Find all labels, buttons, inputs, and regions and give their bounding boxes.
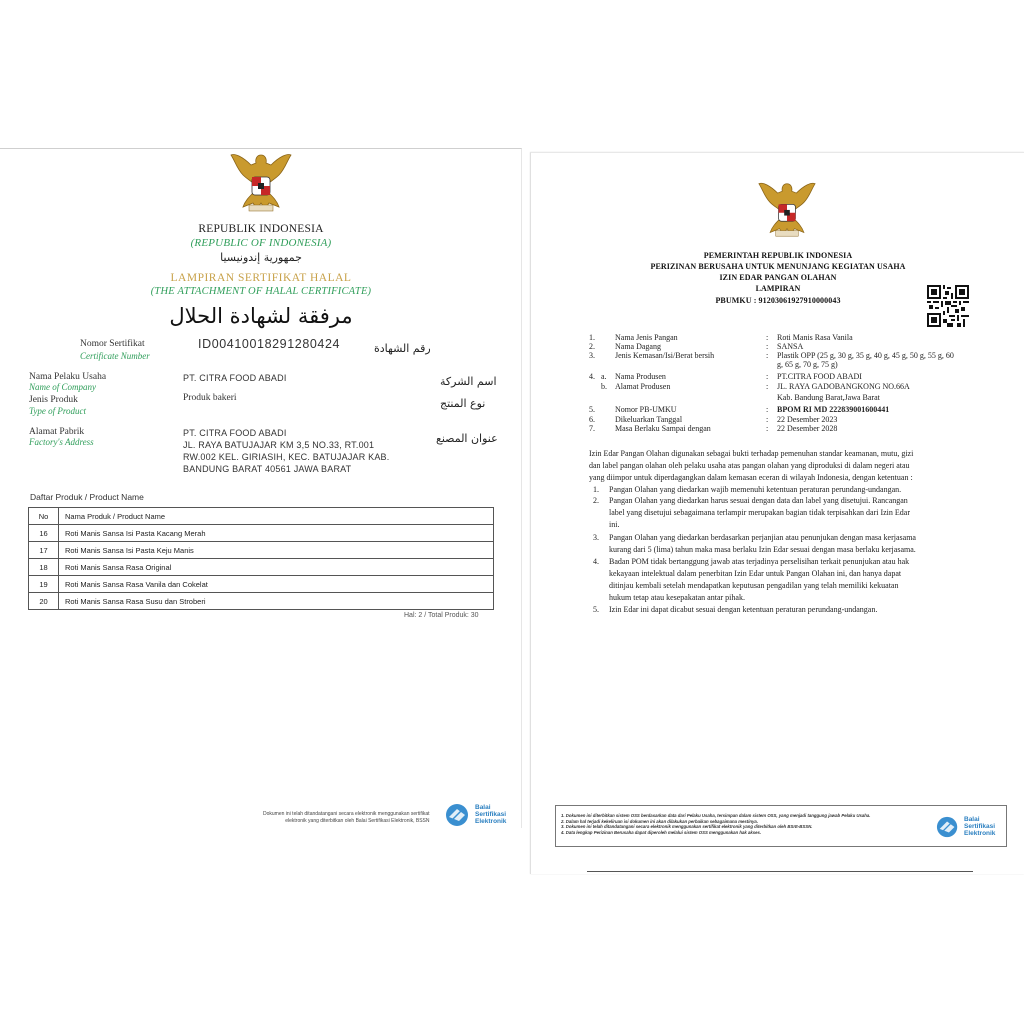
term-line: kurang dari 5 (lima) tahun maka masa berlaku Izin Edar sesuai dengan masa berlaku kerjasama. (609, 545, 916, 554)
table-header-row (29, 508, 494, 525)
row-value: JL. RAYA GADOBANGKONG NO.66A (777, 382, 910, 391)
izin-heading-line: IZIN EDAR PANGAN OLAHAN (719, 273, 837, 282)
row-value: BPOM RI MD 222839001600441 (777, 405, 890, 414)
signature-note (263, 811, 430, 825)
row-label: Jenis Kemasan/Isi/Berat bersih (615, 351, 715, 360)
lampiran-title: LAMPIRAN SERTIFIKAT HALAL (170, 272, 352, 284)
footnote-line: 1. Dokumen ini diterbitkan sistem OSS berdasarkan data dari Pelaku Usaha, tersimpan dalam sistem OSS, yang menjadi tanggung jawab Pelaku Usaha. (561, 813, 871, 818)
row-label: Nomor PB-UMKU (615, 405, 677, 414)
term-line: Izin Edar ini dapat dicabut sesuai dengan ketentuan peraturan perundang-undangan. (609, 605, 878, 614)
company-label-en: Name of Company (29, 382, 96, 392)
cert-number-label-en: Certificate Number (80, 351, 150, 361)
bsre-logo-text (475, 804, 506, 825)
bottom-divider (587, 871, 973, 872)
product-name: Roti Manis Sansa Rasa Original (59, 559, 494, 576)
footnote-line: 4. Data lengkap Perizinan Berusaha dapat diperoleh melalui sistem OSS menggunakan hak akses. (561, 829, 762, 835)
product-name: Roti Manis Sansa Isi Pasta Keju Manis (59, 542, 494, 559)
row-label: Nama Produsen (615, 372, 666, 381)
garuda-emblem-icon (757, 177, 817, 241)
row-value: PT.CITRA FOOD ABADI (777, 372, 862, 381)
row-colon: : (766, 405, 769, 414)
row-colon: : (766, 372, 769, 381)
term-number: 3. (593, 533, 599, 542)
term-line: label yang disetujui sebagaimana terlampir merupakan bagian tidak terpisahkan dari Izin Edar (609, 508, 910, 517)
attachment-title-en: (THE ATTACHMENT OF HALAL CERTIFICATE) (150, 286, 372, 297)
page-info: Hal: 2 / Total Produk: 30 (404, 612, 479, 619)
product-no: 19 (29, 576, 59, 593)
product-type-label: Jenis Produk (29, 395, 78, 405)
row-value: 22 Desember 2028 (777, 424, 838, 433)
izin-heading-line: LAMPIRAN (755, 284, 801, 293)
table-header-no: No (29, 508, 59, 525)
signature-note-line: Dokumen ini telah ditandatangani secara elektronik menggunakan sertifikat (263, 811, 430, 817)
factory-label-ar: عنوان المصنع (436, 432, 498, 445)
bsre-line: Elektronik (964, 830, 996, 837)
row-number: 2. (589, 342, 595, 351)
company-value: PT. CITRA FOOD ABADI (183, 373, 287, 383)
row-value: Roti Manis Rasa Vanila (777, 333, 853, 342)
footnote-list (561, 813, 870, 835)
bsre-line: Balai (964, 816, 980, 823)
product-table (28, 507, 494, 610)
factory-address-line: JL. RAYA BATUJAJAR KM 3,5 NO.33, RT.001 (183, 440, 375, 450)
company-label: Nama Pelaku Usaha (29, 372, 107, 382)
cert-number-value: ID00410018291280424 (198, 337, 341, 351)
row-colon: : (766, 424, 769, 433)
bsre-line: Sertifikasi (964, 823, 996, 830)
bsre-logo-icon (445, 803, 471, 827)
row-value: Plastik OPP (25 g, 30 g, 35 g, 40 g, 45 g, 50 g, 55 g, 60 (777, 351, 954, 360)
row-value: SANSA (777, 342, 804, 351)
table-row (29, 593, 494, 610)
factory-label: Alamat Pabrik (29, 427, 85, 437)
product-type-label-en: Type of Product (29, 406, 86, 416)
bsre-line: Elektronik (475, 818, 507, 825)
term-line: hukum tetap atau kesepakatan antar pihak. (609, 593, 745, 602)
garuda-emblem-icon (229, 149, 293, 215)
republic-title-ar: جمهورية إندونيسيا (220, 251, 302, 264)
row-sub-letter: b. (601, 382, 607, 391)
signature-note-line: elektronik yang diterbitkan oleh Balai Sertifikasi Elektronik, BSSN (285, 818, 430, 824)
table-row (29, 525, 494, 542)
table-row (29, 559, 494, 576)
footnote-line: 3. Dokumen ini telah ditandatangani secara elektronik menggunakan sertifikat elektronik yang diterbitkan oleh BSrE-BSSN. (561, 824, 813, 830)
row-label: Nama Jenis Pangan (615, 333, 678, 342)
row-label: Masa Berlaku Sampai dengan (615, 424, 711, 433)
row-value: Kab. Bandung Barat,Jawa Barat (777, 393, 880, 402)
term-line: ditinjau kembali setelah mendapatkan keputusan pengadilan yang telah memiliki kekuatan (609, 581, 899, 590)
republic-title: REPUBLIK INDONESIA (198, 223, 324, 235)
halal-certificate-page (0, 148, 522, 828)
factory-label-en: Factory's Address (29, 437, 94, 447)
qr-code-icon (927, 285, 969, 327)
term-line: Pangan Olahan yang diedarkan wajib memenuhi ketentuan peraturan perundang-undangan. (609, 485, 902, 494)
term-number: 2. (593, 496, 599, 505)
cert-number-label-ar: رقم الشهادة (374, 342, 431, 355)
table-header-name: Nama Produk / Product Name (59, 508, 494, 525)
row-colon: : (766, 351, 769, 360)
row-colon: : (766, 382, 769, 391)
row-label: Nama Dagang (615, 342, 661, 351)
term-line: Badan POM tidak bertanggung jawab atas terjadinya perselisihan terkait penunjukan atau hak (609, 557, 910, 566)
factory-address-line: PT. CITRA FOOD ABADI (183, 428, 287, 438)
term-line: kekayaan intelektual dalam penerbitan Izin Edar untuk Pangan Olahan ini, dan hanya dapat (609, 569, 902, 578)
product-name: Roti Manis Sansa Isi Pasta Kacang Merah (59, 525, 494, 542)
intro-line: Izin Edar Pangan Olahan digunakan sebagai bukti terhadap pemenuhan standar keamanan, mutu, gizi (589, 449, 914, 458)
cert-number-label: Nomor Sertifikat (80, 339, 145, 349)
row-number: 1. (589, 333, 595, 342)
term-line: Pangan Olahan yang diedarkan harus sesuai dengan data dan label yang disetujui. Rancangan (609, 496, 908, 505)
product-no: 17 (29, 542, 59, 559)
table-row (29, 576, 494, 593)
factory-address-line: BANDUNG BARAT 40561 JAWA BARAT (183, 464, 352, 474)
row-colon: : (766, 333, 769, 342)
bsre-line: Balai (475, 804, 491, 811)
row-label: Dikeluarkan Tanggal (615, 415, 683, 424)
row-number: 6. (589, 415, 595, 424)
product-type-label-ar: نوع المنتج (440, 397, 486, 410)
intro-line: dan label pangan olahan oleh pelaku usaha atas pangan olahan yang diproduksi di dalam negeri atau (589, 461, 910, 470)
izin-heading-line: PEMERINTAH REPUBLIK INDONESIA (703, 251, 853, 260)
product-no: 18 (29, 559, 59, 576)
izin-edar-page (530, 152, 1024, 874)
footnote-box (555, 805, 1007, 847)
term-number: 1. (593, 485, 599, 494)
product-no: 16 (29, 525, 59, 542)
row-value: g, 65 g, 70 g, 75 g) (777, 360, 838, 369)
product-name: Roti Manis Sansa Rasa Vanila dan Cokelat (59, 576, 494, 593)
row-number: 3. (589, 351, 595, 360)
term-line: ini. (609, 520, 620, 529)
term-number: 5. (593, 605, 599, 614)
bsre-line: Sertifikasi (475, 811, 507, 818)
table-row (29, 542, 494, 559)
row-number: 5. (589, 405, 595, 414)
row-value: 22 Desember 2023 (777, 415, 838, 424)
product-list-title: Daftar Produk / Product Name (30, 492, 144, 502)
row-colon: : (766, 415, 769, 424)
izin-heading-line: PBUMKU : 91203061927910000043 (715, 296, 841, 305)
attachment-title-ar: مرفقة لشهادة الحلال (169, 304, 353, 328)
term-line: Pangan Olahan yang diedarkan berdasarkan perjanjian atau penunjukan dengan masa kerjasama (609, 533, 916, 542)
product-name: Roti Manis Sansa Rasa Susu dan Stroberi (59, 593, 494, 610)
row-colon: : (766, 342, 769, 351)
bsre-logo-icon (936, 815, 960, 839)
row-label: Alamat Produsen (615, 382, 671, 391)
row-sub-letter: a. (601, 372, 607, 381)
bsre-logo-text (964, 816, 995, 837)
footnote-line: 2. Dalam hal terjadi kekeliruan isi dokumen ini akan dilakukan perbaikan sebagaimana mestinya. (561, 818, 759, 824)
izin-heading-line: PERIZINAN BERUSAHA UNTUK MENUNJANG KEGIATAN USAHA (650, 262, 906, 271)
intro-line: yang diimpor untuk diperdagangkan dalam kemasan eceran di wilayah Indonesia, dengan ketentuan : (589, 473, 913, 482)
republic-title-en: (REPUBLIC OF INDONESIA) (190, 237, 332, 249)
term-number: 4. (593, 557, 599, 566)
product-type-value: Produk bakeri (183, 393, 237, 403)
product-no: 20 (29, 593, 59, 610)
row-number: 7. (589, 424, 595, 433)
company-label-ar: اسم الشركة (440, 375, 497, 388)
factory-address-line: RW.002 KEL. GIRIASIH, KEC. BATUJAJAR KAB. (183, 452, 390, 462)
row-number: 4. (589, 372, 595, 381)
